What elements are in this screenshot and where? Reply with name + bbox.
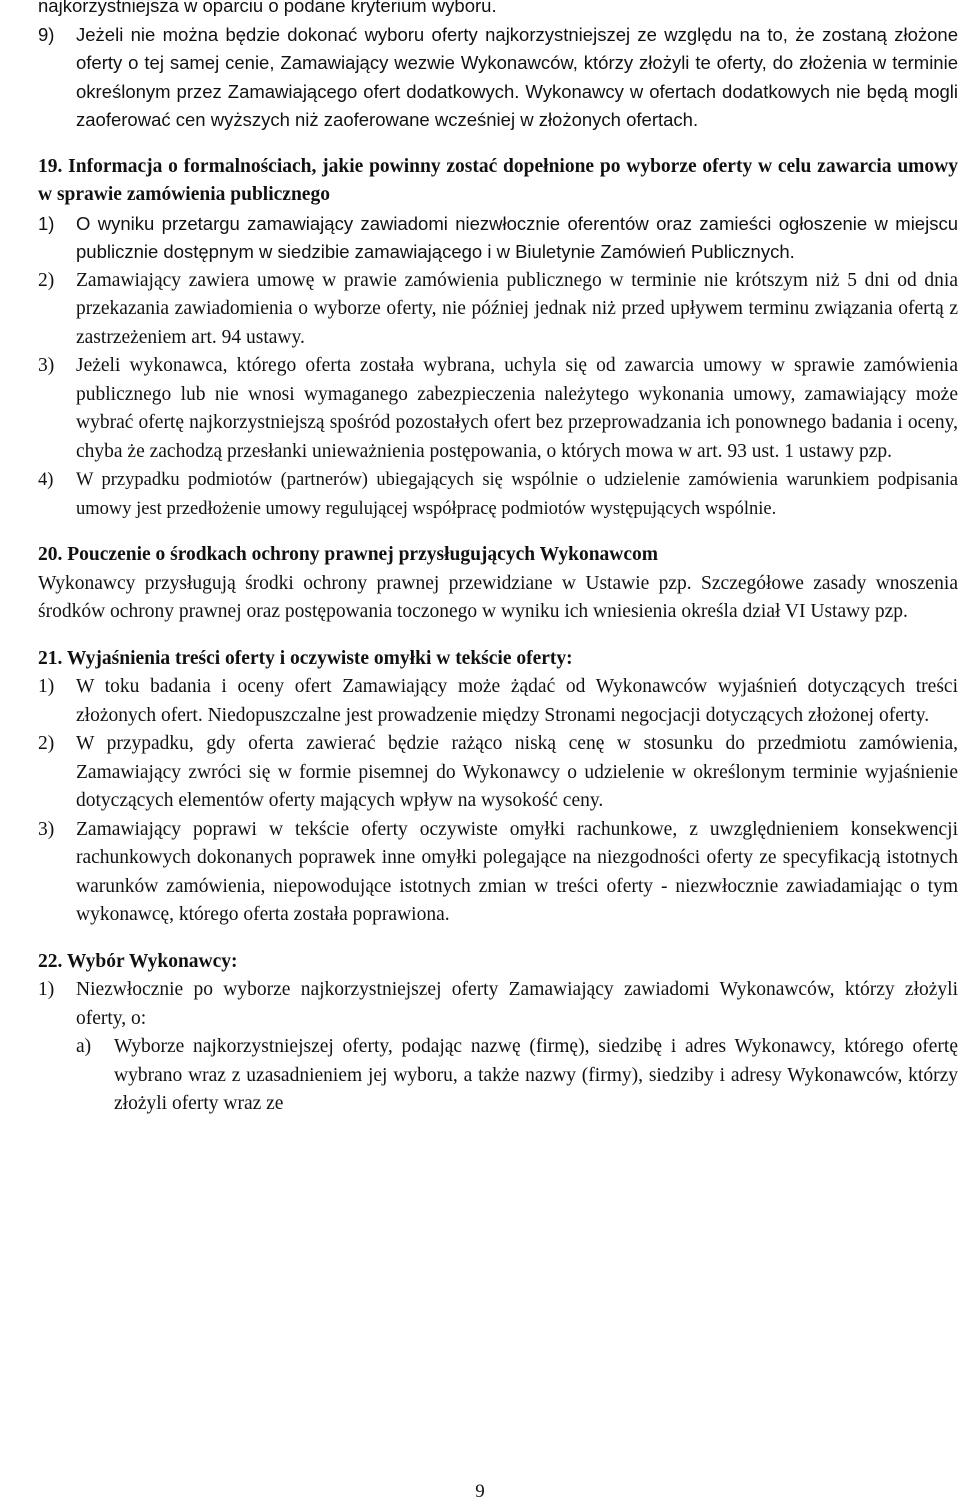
section-19-heading: 19. Informacja o formalnościach, jakie powinny zostać dopełnione po wyborze oferty w celu zawarcia umowy w sprawie zamówienia publicznego [38,155,958,205]
document-page [38,0,958,1119]
continued-text: najkorzystniejsza w oparciu o podane kryterium wyboru. [38,0,497,16]
list-text: Niezwłocznie po wyborze najkorzystniejszej oferty Zamawiający zawiadomi Wykonawców, którzy złożyli oferty, o: [76,979,958,1029]
list-number: 2) [38,269,55,291]
list-text: Zamawiający poprawi w tekście oferty oczywiste omyłki rachunkowe, z uwzględnieniem konsekwencji rachunkowych dokonanych poprawek inne omyłki polegające na niezgodności oferty ze specyfikacją istotnych warunków zamówienia, niepowodujące istotnych zmian w treści oferty - niezwłocznie zawiadamiając o tym wykonawcę, którego oferta została poprawiona. [76,818,958,925]
list-item [38,730,958,816]
list-number: 3) [38,355,55,376]
list-number: 9) [38,23,55,45]
list-number: 2) [38,733,55,754]
list-text: Wyborze najkorzystniejszej oferty, podając nazwę (firmę), siedzibę i adres Wykonawcy, którego ofertę wybrano wraz z uzasadnieniem jej wyboru, a także nazwy (firmy), siedziby i adresy Wykonawców, którzy złożyli oferty wraz ze [114,1036,958,1114]
section-20-text: Wykonawcy przysługują środki ochrony prawnej przewidziane w Ustawie pzp. Szczegółowe zasady wnoszenia środków ochrony prawnej oraz postępowania toczonego w wyniku ich wniesienia określa dział VI Ustawy pzp. [38,572,958,622]
page-number: 9 [475,1481,485,1502]
sub-list-item [76,1033,958,1119]
list-item [38,352,958,466]
list-text: W toku badania i oceny ofert Zamawiający może żądać od Wykonawców wyjaśnień dotyczących treści złożonych ofert. Niedopuszczalne jest prowadzenie między Stronami negocjacji dotyczących złożonej oferty. [76,676,958,726]
list-item-9 [38,21,958,135]
list-item [38,267,958,353]
list-item [38,816,958,930]
list-number: 4) [38,470,54,490]
list-item [38,673,958,730]
list-number: 3) [38,818,55,840]
list-text: W przypadku podmiotów (partnerów) ubiegających się wspólnie o udzielenie zamówienia warunkiem podpisania umowy jest przedłożenie umowy regulującej współpracę podmiotów występujących wspólnie. [76,470,958,519]
list-item [38,976,958,1033]
list-text: Jeżeli wykonawca, którego oferta została wybrana, uchyla się od zawarcia umowy w sprawie zamówienia publicznego lub nie wnosi wymaganego zabezpieczenia należytego wykonania umowy, zamawiający może wybrać ofertę najkorzystniejszą spośród pozostałych ofert bez przeprowadzania ich ponownego badania i oceny, chyba że zachodzą przesłanki unieważnienia postępowania, o których mowa w art. 93 ust. 1 ustawy pzp. [76,355,958,462]
list-letter: a) [76,1036,92,1057]
list-item [38,466,958,523]
section-21-heading: 21. Wyjaśnienia treści oferty i oczywiste omyłki w tekście oferty: [38,647,573,669]
list-number: 1) [38,676,55,697]
list-number: 1) [38,212,55,234]
list-text: Jeżeli nie można będzie dokonać wyboru oferty najkorzystniejszej ze względu na to, że zostaną złożone oferty o tej samej cenie, Zamawiający wezwie Wykonawców, którzy złożyli te oferty, do złożenia w terminie określonym przez Zamawiającego ofert dodatkowych. Wykonawcy w ofertach dodatkowych nie będą mogli zaoferować cen wyższych niż zaoferowane wcześniej w złożonych ofertach. [76,23,958,130]
list-number: 1) [38,979,55,1000]
list-item [38,210,958,267]
section-22-heading: 22. Wybór Wykonawcy: [38,950,238,972]
list-text: Zamawiający zawiera umowę w prawie zamówienia publicznego w terminie nie krótszym niż 5 dni od dnia przekazania zawiadomienia o wyborze oferty, nie później jednak niż przed upływem terminu związania ofertą z zastrzeżeniem art. 94 ustawy. [76,269,958,348]
list-text: W przypadku, gdy oferta zawierać będzie rażąco niską cenę w stosunku do przedmiotu zamówienia, Zamawiający zwróci się w formie pisemnej do Wykonawcy o udzielenie w określonym terminie wyjaśnienie dotyczących elementów oferty mających wpływ na wysokość ceny. [76,733,958,811]
section-20-heading: 20. Pouczenie o środkach ochrony prawnej przysługujących Wykonawcom [38,544,659,565]
list-text: O wyniku przetargu zamawiający zawiadomi niezwłocznie oferentów oraz zamieści ogłoszenie w miejscu publicznie dostępnym w siedzibie zamawiającego i w Biuletynie Zamówień Publicznych. [76,212,958,262]
